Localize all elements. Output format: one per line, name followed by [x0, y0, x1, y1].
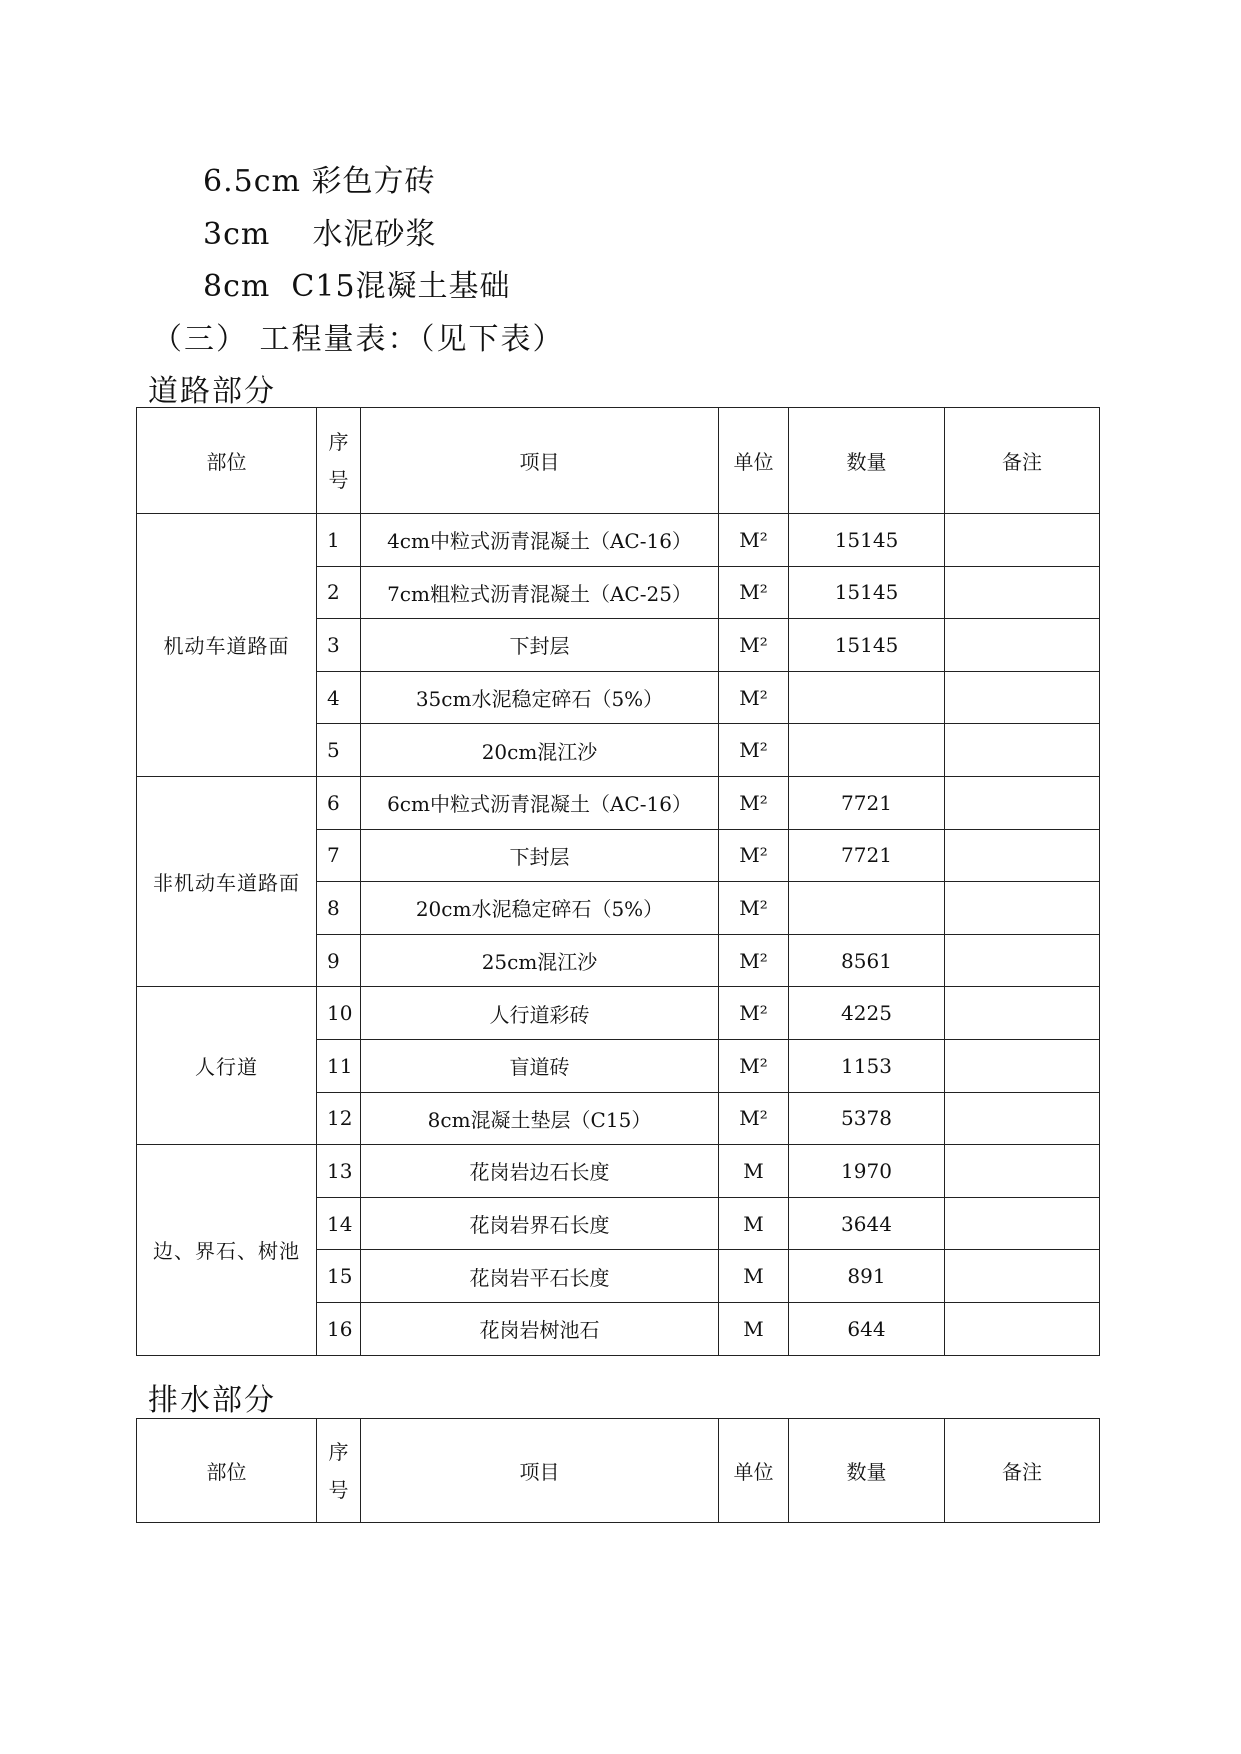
cell-no: 6 — [317, 776, 361, 829]
cell-unit: M² — [719, 934, 789, 987]
cell-qty: 7721 — [789, 829, 945, 882]
cell-unit: M — [719, 1250, 789, 1303]
road-quantity-table — [136, 407, 1100, 1356]
row-group-part: 机动车道路面 — [137, 514, 317, 777]
header-qty: 数量 — [789, 1419, 945, 1523]
cell-qty: 7721 — [789, 776, 945, 829]
table-header-row — [137, 1419, 1100, 1523]
cell-no: 13 — [317, 1145, 361, 1198]
intro-line-1: 6.5cm 彩色方砖 — [203, 164, 436, 199]
cell-no: 1 — [317, 514, 361, 567]
cell-qty: 15145 — [789, 566, 945, 619]
cell-qty: 1970 — [789, 1145, 945, 1198]
header-part: 部位 — [137, 1419, 317, 1523]
cell-no: 7 — [317, 829, 361, 882]
header-no-line1: 序 — [328, 429, 349, 454]
cell-item: 花岗岩树池石 — [361, 1302, 719, 1355]
cell-no: 3 — [317, 619, 361, 672]
cell-item: 花岗岩边石长度 — [361, 1145, 719, 1198]
cell-item: 25cm混江沙 — [361, 934, 719, 987]
cell-item: 花岗岩平石长度 — [361, 1250, 719, 1303]
cell-item: 花岗岩界石长度 — [361, 1197, 719, 1250]
cell-note — [945, 1039, 1100, 1092]
table-row — [137, 987, 1100, 1040]
cell-qty: 891 — [789, 1250, 945, 1303]
cell-no: 14 — [317, 1197, 361, 1250]
cell-qty: 644 — [789, 1302, 945, 1355]
cell-unit: M² — [719, 776, 789, 829]
row-group-part: 非机动车道路面 — [137, 776, 317, 986]
cell-note — [945, 566, 1100, 619]
cell-item: 下封层 — [361, 619, 719, 672]
cell-unit: M² — [719, 829, 789, 882]
header-unit: 单位 — [719, 408, 789, 514]
header-qty: 数量 — [789, 408, 945, 514]
cell-item: 35cm水泥稳定碎石（5%） — [361, 671, 719, 724]
cell-item: 4cm中粒式沥青混凝土（AC-16） — [361, 514, 719, 567]
cell-note — [945, 882, 1100, 935]
header-no-line1: 序 — [328, 1439, 349, 1464]
cell-no: 8 — [317, 882, 361, 935]
header-part: 部位 — [137, 408, 317, 514]
cell-note — [945, 1197, 1100, 1250]
cell-unit: M² — [719, 987, 789, 1040]
header-no — [317, 1419, 361, 1523]
cell-item: 20cm水泥稳定碎石（5%） — [361, 882, 719, 935]
cell-unit: M² — [719, 671, 789, 724]
header-item: 项目 — [361, 1419, 719, 1523]
cell-qty: 15145 — [789, 514, 945, 567]
cell-unit: M² — [719, 1039, 789, 1092]
cell-item: 7cm粗粒式沥青混凝土（AC-25） — [361, 566, 719, 619]
cell-no: 4 — [317, 671, 361, 724]
cell-unit: M² — [719, 514, 789, 567]
table-row — [137, 1145, 1100, 1198]
cell-no: 15 — [317, 1250, 361, 1303]
cell-qty — [789, 724, 945, 777]
cell-unit: M — [719, 1302, 789, 1355]
cell-note — [945, 671, 1100, 724]
header-note: 备注 — [945, 408, 1100, 514]
cell-no: 10 — [317, 987, 361, 1040]
cell-unit: M² — [719, 619, 789, 672]
cell-qty: 4225 — [789, 987, 945, 1040]
cell-item: 8cm混凝土垫层（C15） — [361, 1092, 719, 1145]
table-row — [137, 514, 1100, 567]
cell-qty: 15145 — [789, 619, 945, 672]
drain-quantity-table — [136, 1418, 1100, 1523]
cell-note — [945, 1250, 1100, 1303]
cell-qty: 3644 — [789, 1197, 945, 1250]
header-no-line2: 号 — [328, 1477, 349, 1502]
cell-qty: 8561 — [789, 934, 945, 987]
cell-item: 6cm中粒式沥青混凝土（AC-16） — [361, 776, 719, 829]
cell-unit: M² — [719, 882, 789, 935]
cell-note — [945, 1302, 1100, 1355]
cell-unit: M — [719, 1197, 789, 1250]
drain-section-title: 排水部分 — [148, 1383, 276, 1418]
cell-qty: 1153 — [789, 1039, 945, 1092]
cell-unit: M — [719, 1145, 789, 1198]
cell-qty — [789, 671, 945, 724]
cell-note — [945, 514, 1100, 567]
cell-qty: 5378 — [789, 1092, 945, 1145]
row-group-part: 边、界石、树池 — [137, 1145, 317, 1355]
cell-no: 2 — [317, 566, 361, 619]
cell-unit: M² — [719, 724, 789, 777]
cell-item: 下封层 — [361, 829, 719, 882]
cell-note — [945, 619, 1100, 672]
row-group-part: 人行道 — [137, 987, 317, 1145]
cell-note — [945, 829, 1100, 882]
cell-no: 12 — [317, 1092, 361, 1145]
cell-item: 人行道彩砖 — [361, 987, 719, 1040]
cell-no: 11 — [317, 1039, 361, 1092]
cell-item: 盲道砖 — [361, 1039, 719, 1092]
cell-item: 20cm混江沙 — [361, 724, 719, 777]
header-unit: 单位 — [719, 1419, 789, 1523]
cell-qty — [789, 882, 945, 935]
intro-line-2: 3cm 水泥砂浆 — [203, 217, 437, 252]
cell-note — [945, 987, 1100, 1040]
cell-no: 5 — [317, 724, 361, 777]
cell-no: 9 — [317, 934, 361, 987]
header-no-line2: 号 — [328, 467, 349, 492]
cell-no: 16 — [317, 1302, 361, 1355]
cell-unit: M² — [719, 566, 789, 619]
header-item: 项目 — [361, 408, 719, 514]
cell-note — [945, 724, 1100, 777]
section-heading: （三） 工程量表：（见下表） — [152, 322, 565, 357]
table-row — [137, 776, 1100, 829]
cell-unit: M² — [719, 1092, 789, 1145]
cell-note — [945, 1092, 1100, 1145]
cell-note — [945, 1145, 1100, 1198]
header-no — [317, 408, 361, 514]
intro-line-3: 8cm C15混凝土基础 — [203, 269, 511, 304]
header-note: 备注 — [945, 1419, 1100, 1523]
table-header-row — [137, 408, 1100, 514]
cell-note — [945, 776, 1100, 829]
cell-note — [945, 934, 1100, 987]
road-section-title: 道路部分 — [148, 374, 276, 409]
